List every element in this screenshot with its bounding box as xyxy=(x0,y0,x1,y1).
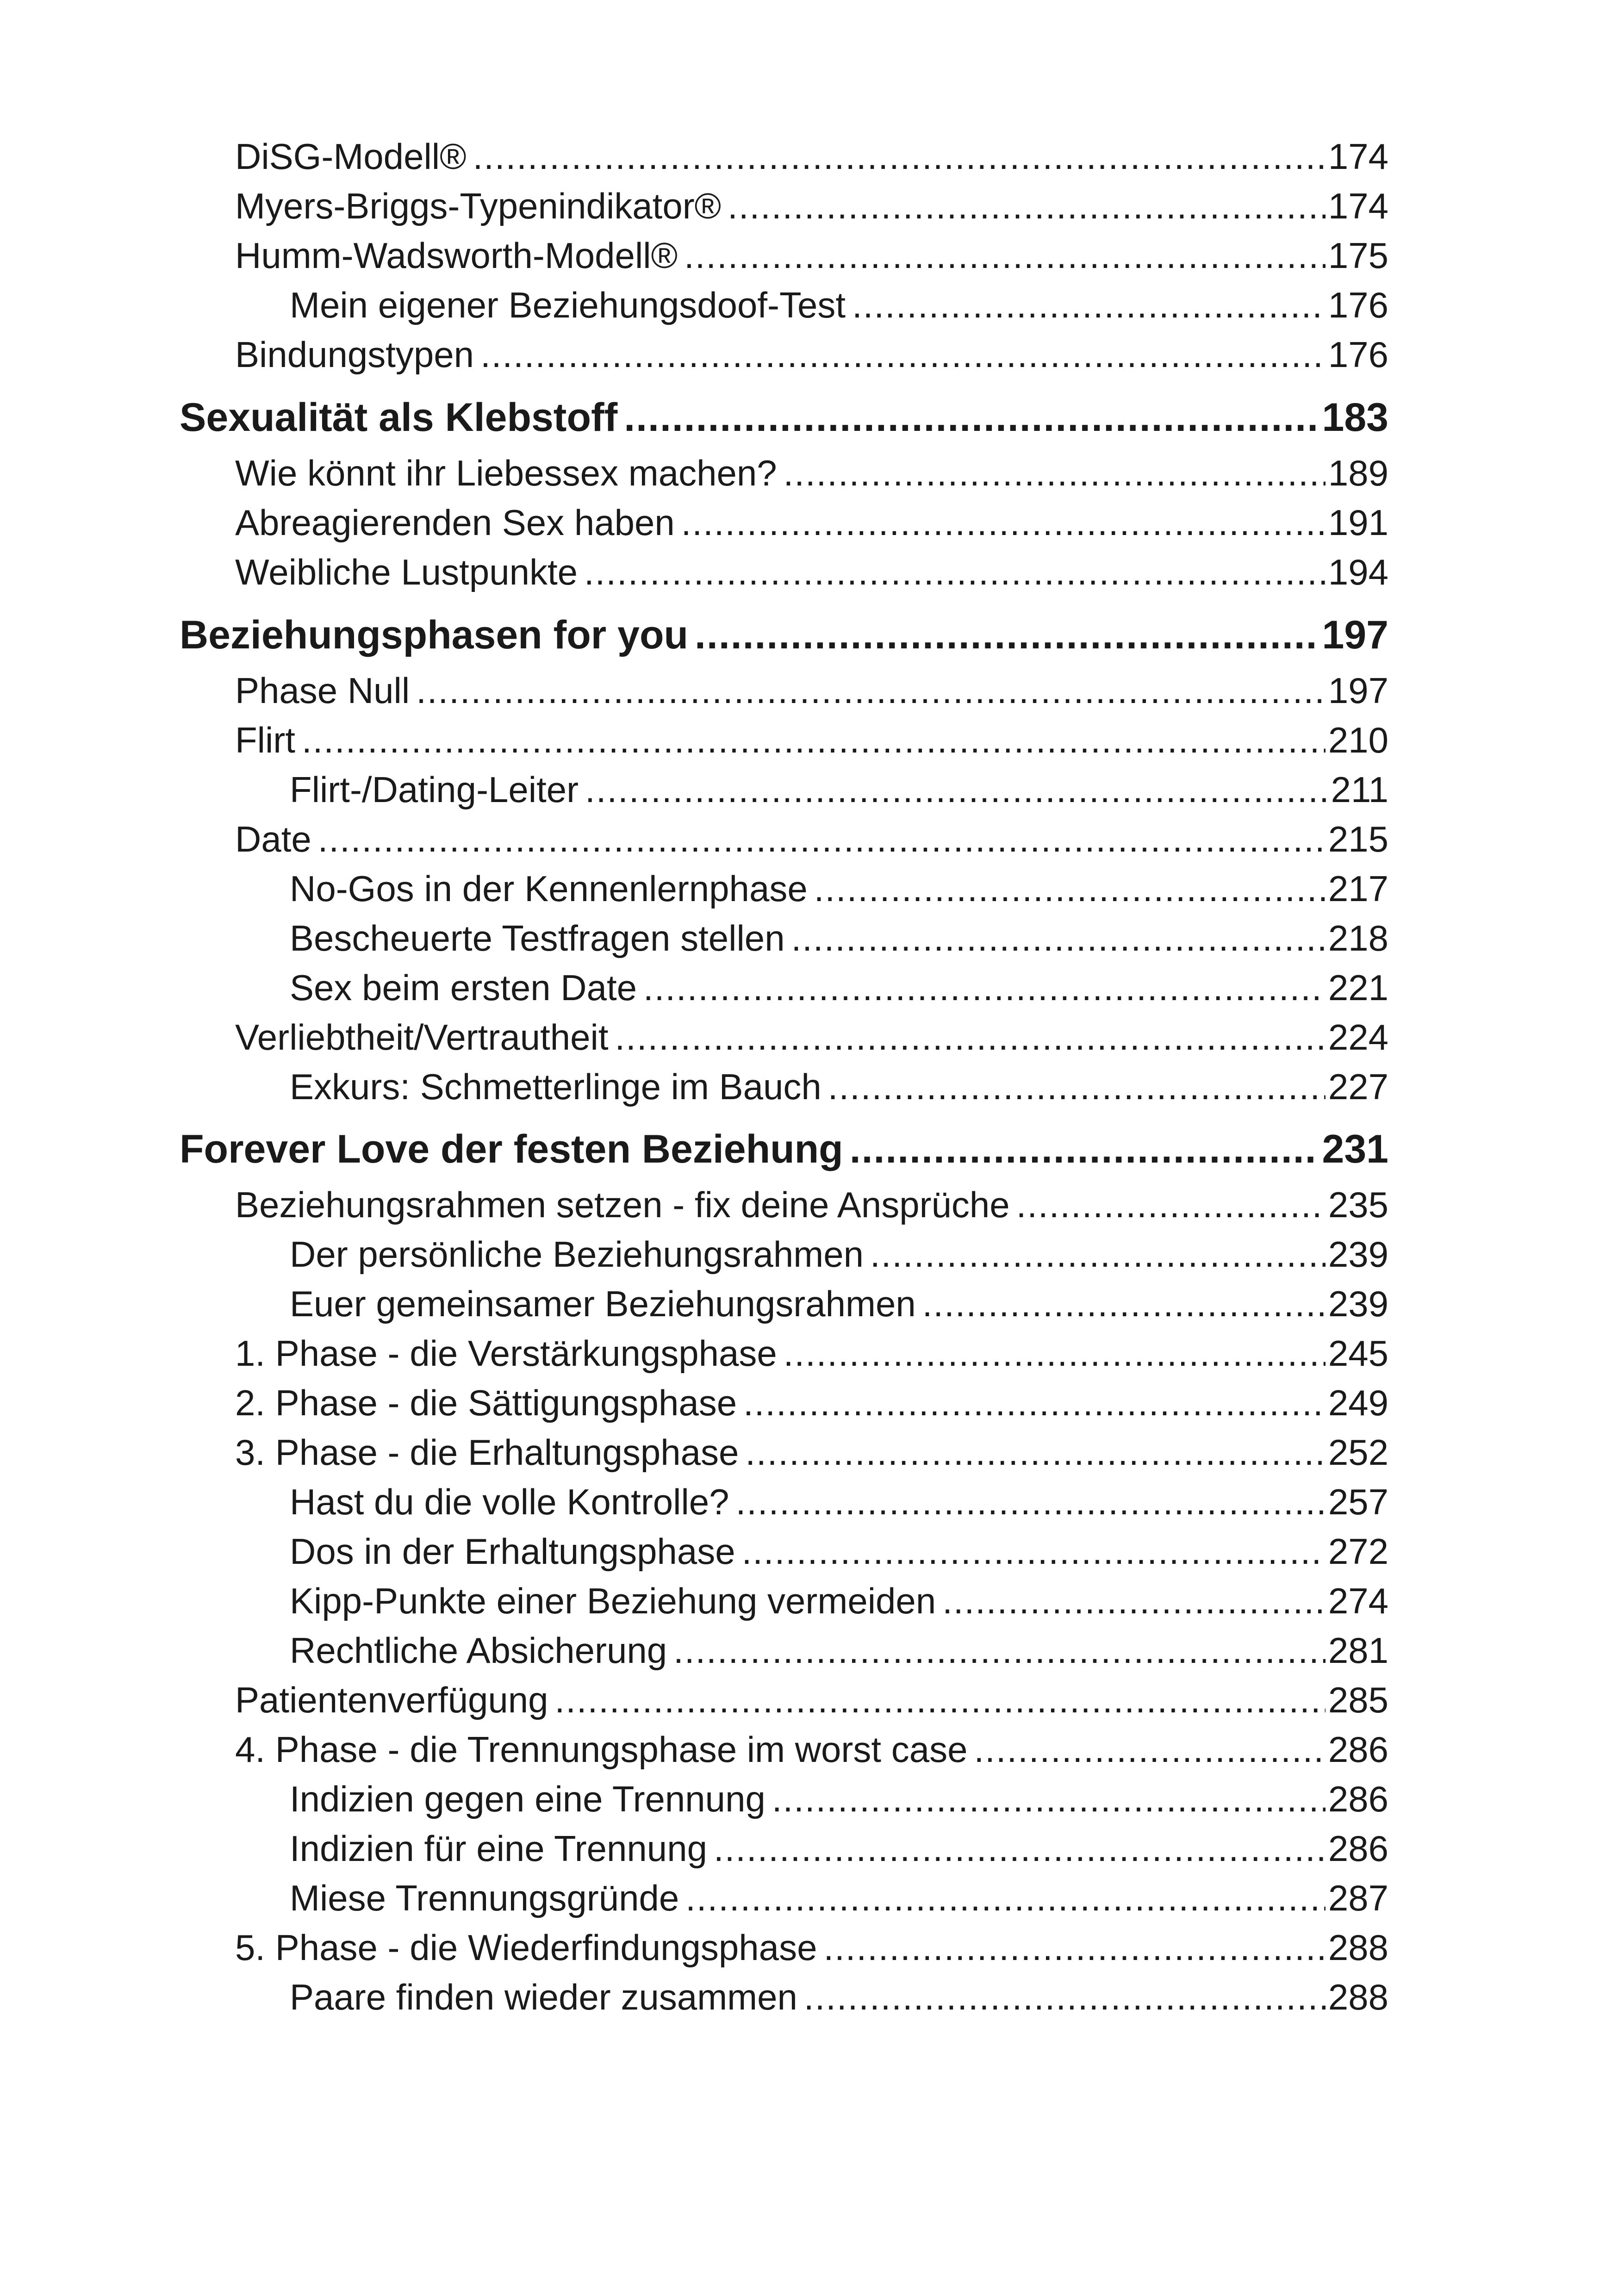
toc-entry[interactable] xyxy=(290,1280,1388,1328)
dot-leader xyxy=(922,1280,1326,1328)
dot-leader xyxy=(823,1923,1325,1972)
dot-leader xyxy=(624,392,1319,443)
dot-leader xyxy=(714,1824,1326,1873)
toc-entry-title: Bescheuerte Testfragen stellen xyxy=(290,918,785,958)
toc-page-number: 252 xyxy=(1328,1432,1388,1473)
toc-entry[interactable] xyxy=(235,182,1388,230)
dot-leader xyxy=(742,1527,1326,1575)
toc-entry-title: Beziehungsrahmen setzen - fix deine Ansprüche xyxy=(235,1184,1010,1225)
dot-leader xyxy=(584,548,1326,596)
toc-page-number: 231 xyxy=(1322,1127,1388,1171)
toc-chapter-title: Beziehungsphasen for you xyxy=(180,613,689,657)
toc-entry[interactable] xyxy=(235,1725,1388,1773)
toc-entry[interactable] xyxy=(290,1230,1388,1278)
toc-page-number: 227 xyxy=(1328,1066,1388,1107)
toc-entry-title: Weibliche Lustpunkte xyxy=(235,552,578,592)
toc-entry-title: Indizien gegen eine Trennung xyxy=(290,1779,765,1819)
toc-chapter[interactable] xyxy=(180,1124,1388,1175)
dot-leader xyxy=(302,716,1326,764)
dot-leader xyxy=(942,1577,1326,1625)
toc-entry[interactable] xyxy=(290,914,1388,962)
toc-entry-title: 4. Phase - die Trennungsphase im worst case xyxy=(235,1729,968,1770)
toc-entry[interactable] xyxy=(235,815,1388,863)
dot-leader xyxy=(416,666,1326,715)
toc-entry[interactable] xyxy=(235,1923,1388,1972)
toc-chapter[interactable] xyxy=(180,610,1388,660)
toc-entry[interactable] xyxy=(235,449,1388,497)
toc-page-number: 286 xyxy=(1328,1828,1388,1869)
toc-entry[interactable] xyxy=(290,1874,1388,1922)
toc-entry[interactable] xyxy=(235,498,1388,547)
toc-page-number: 175 xyxy=(1328,235,1388,276)
toc-page-number: 221 xyxy=(1328,967,1388,1008)
toc-page-number: 239 xyxy=(1328,1234,1388,1275)
toc-entry-title: Kipp-Punkte einer Beziehung vermeiden xyxy=(290,1580,936,1621)
toc-entry[interactable] xyxy=(290,1626,1388,1674)
toc-page-number: 197 xyxy=(1328,670,1388,711)
dot-leader xyxy=(681,498,1326,547)
toc-page-number: 215 xyxy=(1328,819,1388,859)
toc-entry[interactable] xyxy=(235,666,1388,715)
dot-leader xyxy=(1016,1181,1326,1229)
toc-entry-title: Bindungstypen xyxy=(235,334,474,375)
toc-page-number: 183 xyxy=(1322,395,1388,440)
toc-entry[interactable] xyxy=(290,1775,1388,1823)
toc-entry-title: 2. Phase - die Sättigungsphase xyxy=(235,1382,737,1423)
dot-leader xyxy=(804,1973,1326,2021)
toc-entry[interactable] xyxy=(290,865,1388,913)
toc-chapter-title: Forever Love der festen Beziehung xyxy=(180,1127,843,1171)
toc-page-number: 210 xyxy=(1328,720,1388,760)
toc-entry-title: Dos in der Erhaltungsphase xyxy=(290,1531,735,1572)
toc-page-number: 174 xyxy=(1328,136,1388,177)
toc-chapter[interactable] xyxy=(180,392,1388,443)
dot-leader xyxy=(615,1013,1326,1061)
dot-leader xyxy=(473,132,1326,180)
toc-entry[interactable] xyxy=(235,1181,1388,1229)
toc-entry[interactable] xyxy=(290,1577,1388,1625)
dot-leader xyxy=(585,765,1328,814)
toc-page-number: 211 xyxy=(1331,769,1388,810)
toc-page-number: 194 xyxy=(1328,552,1388,592)
dot-leader xyxy=(695,610,1319,660)
dot-leader xyxy=(745,1428,1325,1476)
toc-page-number: 274 xyxy=(1328,1580,1388,1621)
dot-leader xyxy=(974,1725,1326,1773)
toc-page-number: 287 xyxy=(1328,1878,1388,1918)
toc-entry[interactable] xyxy=(235,1379,1388,1427)
toc-entry-title: Mein eigener Beziehungsdoof-Test xyxy=(290,285,846,325)
toc-page-number: 235 xyxy=(1328,1184,1388,1225)
toc-entry-title: Paare finden wieder zusammen xyxy=(290,1977,797,2017)
toc-entry-title: Exkurs: Schmetterlinge im Bauch xyxy=(290,1066,821,1107)
toc-entry[interactable] xyxy=(235,330,1388,379)
toc-page-number: 257 xyxy=(1328,1481,1388,1522)
toc-entry-title: Hast du die volle Kontrolle? xyxy=(290,1481,729,1522)
toc-page-number: 217 xyxy=(1328,868,1388,909)
toc-page-number: 288 xyxy=(1328,1927,1388,1968)
dot-leader xyxy=(684,231,1326,280)
toc-entry-title: Patientenverfügung xyxy=(235,1680,548,1720)
dot-leader xyxy=(784,449,1326,497)
dot-leader xyxy=(555,1676,1326,1724)
toc-entry-title: Date xyxy=(235,819,311,859)
toc-page-number: 218 xyxy=(1328,918,1388,958)
dot-leader xyxy=(318,815,1326,863)
toc-entry-title: 3. Phase - die Erhaltungsphase xyxy=(235,1432,739,1473)
toc-entry-title: Humm-Wadsworth-Modell® xyxy=(235,235,678,276)
toc-page-number: 191 xyxy=(1328,502,1388,543)
dot-leader xyxy=(673,1626,1326,1674)
dot-leader xyxy=(480,330,1326,379)
toc-entry-title: Rechtliche Absicherung xyxy=(290,1630,667,1671)
toc-entry-title: Abreagierenden Sex haben xyxy=(235,502,675,543)
toc-entry-title: Wie könnt ihr Liebessex machen? xyxy=(235,453,777,493)
toc-page-number: 174 xyxy=(1328,186,1388,226)
toc-page-number: 176 xyxy=(1328,285,1388,325)
toc-page-number: 239 xyxy=(1328,1283,1388,1324)
toc-entry-title: Flirt xyxy=(235,720,295,760)
toc-entry-title: DiSG-Modell® xyxy=(235,136,467,177)
dot-leader xyxy=(643,964,1326,1012)
toc-entry[interactable] xyxy=(290,1824,1388,1873)
toc-page-number: 272 xyxy=(1328,1531,1388,1572)
toc-entry[interactable] xyxy=(235,231,1388,280)
toc-entry-title: Flirt-/Dating-Leiter xyxy=(290,769,579,810)
toc-entry[interactable] xyxy=(290,1063,1388,1111)
toc-page-number: 197 xyxy=(1322,613,1388,657)
dot-leader xyxy=(870,1230,1326,1278)
toc-entry-title: Phase Null xyxy=(235,670,410,711)
toc-chapter-title: Sexualität als Klebstoff xyxy=(180,395,618,440)
dot-leader xyxy=(728,182,1326,230)
toc-entry-title: Myers-Briggs-Typenindikator® xyxy=(235,186,722,226)
dot-leader xyxy=(814,865,1326,913)
toc-page-number: 281 xyxy=(1328,1630,1388,1671)
dot-leader xyxy=(743,1379,1326,1427)
toc-entry-title: Indizien für eine Trennung xyxy=(290,1828,707,1869)
toc-page-number: 286 xyxy=(1328,1779,1388,1819)
dot-leader xyxy=(852,281,1326,329)
toc-entry-title: Sex beim ersten Date xyxy=(290,967,637,1008)
toc-entry[interactable] xyxy=(235,1676,1388,1724)
toc-entry[interactable] xyxy=(290,765,1388,814)
toc-entry[interactable] xyxy=(235,716,1388,764)
toc-page-number: 224 xyxy=(1328,1017,1388,1058)
toc-page-number: 249 xyxy=(1328,1382,1388,1423)
toc-entry-title: 1. Phase - die Verstärkungsphase xyxy=(235,1333,777,1374)
toc-entry-title: Miese Trennungsgründe xyxy=(290,1878,679,1918)
dot-leader xyxy=(685,1874,1326,1922)
toc-entry[interactable] xyxy=(290,964,1388,1012)
toc-entry[interactable] xyxy=(290,1478,1388,1526)
toc-entry-title: 5. Phase - die Wiederfindungsphase xyxy=(235,1927,817,1968)
toc-entry[interactable] xyxy=(290,1973,1388,2021)
dot-leader xyxy=(784,1329,1326,1377)
toc-entry-title: No-Gos in der Kennenlernphase xyxy=(290,868,808,909)
dot-leader xyxy=(791,914,1326,962)
dot-leader xyxy=(828,1063,1326,1111)
dot-leader xyxy=(850,1124,1319,1175)
toc-page-number: 286 xyxy=(1328,1729,1388,1770)
toc-entry-title: Euer gemeinsamer Beziehungsrahmen xyxy=(290,1283,916,1324)
toc-entry[interactable] xyxy=(235,548,1388,596)
toc-page-number: 189 xyxy=(1328,453,1388,493)
toc-entry[interactable] xyxy=(235,132,1388,180)
toc-entry-title: Verliebtheit/Vertrautheit xyxy=(235,1017,609,1058)
dot-leader xyxy=(772,1775,1326,1823)
toc-entry[interactable] xyxy=(235,1329,1388,1377)
toc-page-number: 245 xyxy=(1328,1333,1388,1374)
toc-entry[interactable] xyxy=(235,1013,1388,1061)
toc-entry[interactable] xyxy=(290,281,1388,329)
toc-page-number: 176 xyxy=(1328,334,1388,375)
dot-leader xyxy=(736,1478,1326,1526)
toc-entry[interactable] xyxy=(235,1428,1388,1476)
toc-entry-title: Der persönliche Beziehungsrahmen xyxy=(290,1234,864,1275)
toc-page-number: 285 xyxy=(1328,1680,1388,1720)
toc-entry[interactable] xyxy=(290,1527,1388,1575)
toc-page-number: 288 xyxy=(1328,1977,1388,2017)
